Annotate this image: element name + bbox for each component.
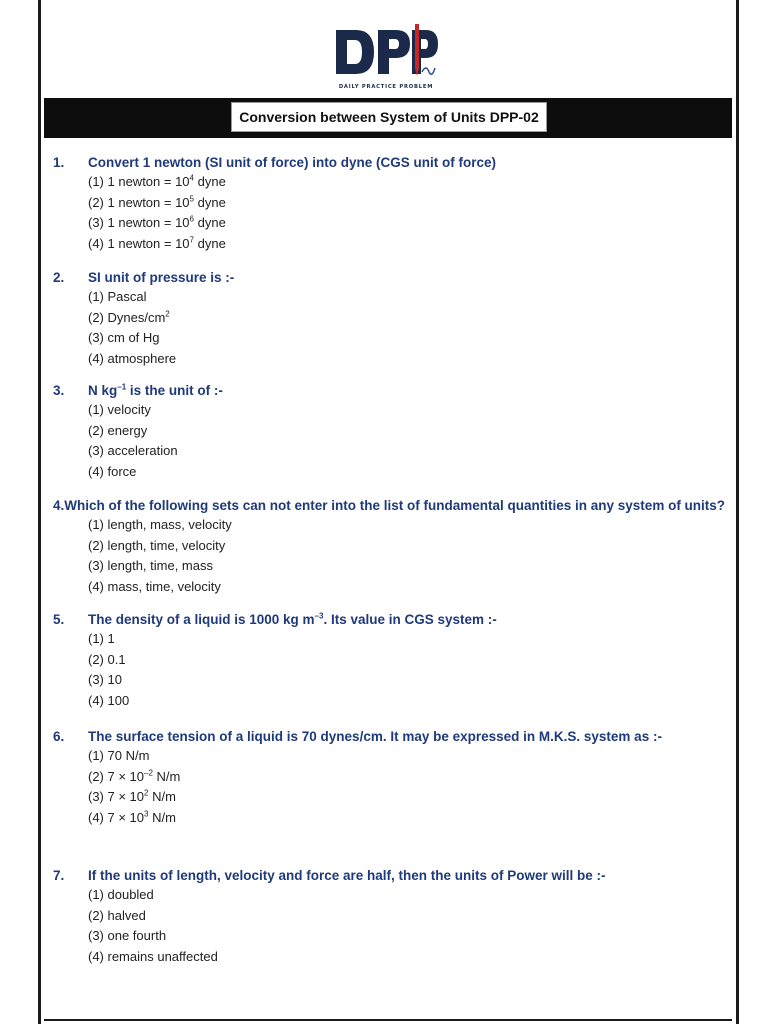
question-text: If the units of length, velocity and force are half, then the units of Power will be :- — [88, 867, 606, 883]
option: (4) 100 — [88, 692, 130, 708]
option: (4) 1 newton = $10^7$ dyne — [88, 235, 226, 251]
option: (1) doubled — [88, 887, 154, 902]
option: (3) length, time, mass — [88, 558, 213, 573]
question-1 — [53, 152, 723, 254]
page-title: Conversion between System of Units DPP-02 — [231, 102, 547, 132]
option: (4) $7 \times 10^3$ N/m — [88, 809, 176, 825]
option: (2) halved — [88, 907, 146, 923]
option: (1) 1 — [88, 631, 115, 646]
question-5 — [53, 609, 723, 711]
page-border-right — [736, 0, 739, 1024]
question-4 — [53, 495, 726, 597]
option: (1) length, mass, velocity — [88, 517, 232, 532]
option: (4) mass, time, velocity — [88, 578, 221, 594]
page-border-bottom — [44, 1019, 732, 1021]
question-6 — [53, 726, 723, 828]
question-number: 6. — [53, 728, 65, 744]
question-3 — [53, 380, 723, 482]
question-text: The density of a liquid is 1000 kg $m^{-3}$. Its value in CGS system :- — [88, 611, 497, 627]
question-number: 4. — [53, 497, 65, 513]
option: (1) 70 N/m — [88, 748, 150, 763]
option: (3) 10 — [88, 672, 122, 687]
question-number: 5. — [53, 611, 65, 627]
option: (2) energy — [88, 422, 148, 438]
question-text: Which of the following sets can not enter into the list of fundamental quantities in any system of units? — [64, 497, 726, 513]
option: (2) length, time, velocity — [88, 537, 226, 553]
option: (3) one fourth — [88, 928, 167, 943]
option: (3) $7 \times 10^2$ N/m — [88, 788, 176, 804]
option: (2) 1 newton = $10^5$ dyne — [88, 194, 226, 210]
option: (4) force — [88, 463, 137, 479]
option: (3) 1 newton = $10^6$ dyne — [88, 214, 226, 230]
option: (2) 0.1 — [88, 651, 126, 667]
question-7 — [53, 865, 723, 967]
dpp-logo — [330, 22, 442, 100]
question-number: 7. — [53, 867, 65, 883]
question-text: SI unit of pressure is :- — [88, 269, 235, 285]
dpp-logo-mark — [330, 22, 442, 82]
question-text: The surface tension of a liquid is 70 dynes/cm. It may be expressed in M.K.S. system as :- — [88, 728, 662, 744]
option: (3) cm of Hg — [88, 330, 160, 345]
question-2 — [53, 267, 723, 369]
option: (1) 1 newton = $10^4$ dyne — [88, 173, 226, 189]
logo-tagline: DAILY PRACTICE PROBLEM — [338, 84, 434, 90]
page-border-left — [38, 0, 41, 1024]
option: (1) Pascal — [88, 289, 147, 304]
question-number: 1. — [53, 154, 65, 170]
question-number: 3. — [53, 382, 65, 398]
question-text: Convert 1 newton (SI unit of force) into dyne (CGS unit of force) — [88, 154, 496, 170]
option: (4) remains unaffected — [88, 948, 218, 964]
option: (3) acceleration — [88, 443, 178, 458]
question-number: 2. — [53, 269, 65, 285]
option: (2) $7 \times 10^{-2}$ N/m — [88, 768, 181, 784]
option: (4) atmosphere — [88, 350, 177, 366]
question-text: N $kg^{-1}$ is the unit of :- — [88, 382, 223, 398]
option: (1) velocity — [88, 402, 151, 417]
option: (2) Dynes/$cm^2$ — [88, 309, 170, 325]
